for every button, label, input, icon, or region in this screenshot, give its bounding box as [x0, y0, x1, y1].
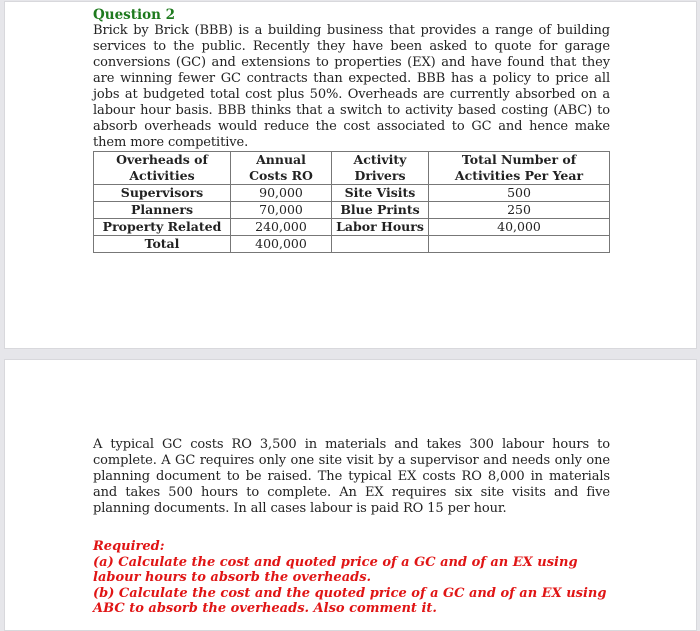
cell: Property Related	[94, 219, 231, 236]
question-details-content	[93, 437, 610, 617]
cell: 250	[429, 202, 610, 219]
table-row-total	[94, 236, 610, 253]
header-activity-drivers: Activity Drivers	[332, 152, 429, 185]
required-part-a: (a) Calculate the cost and quoted price of a GC and of an EX using labour hours to absorb the overheads.	[93, 554, 578, 585]
cell: 90,000	[231, 185, 332, 202]
table-header-row	[94, 152, 610, 185]
cell: 70,000	[231, 202, 332, 219]
required-part-b: (b) Calculate the cost and the quoted price of a GC and of an EX using ABC to absorb the overheads. Also comment it.	[93, 585, 607, 616]
question-card-top	[4, 1, 697, 349]
cell: Labor Hours	[332, 219, 429, 236]
header-overheads: Overheads of Activities	[94, 152, 231, 185]
question-details: A typical GC costs RO 3,500 in materials and takes 300 labour hours to complete. A GC requires only one site visit by a supervisor and needs only one planning document to be raised. The typical EX costs RO 8,000 in materials and takes 500 hours to complete. An EX requires six site visits and five planning documents. In all cases labour is paid RO 15 per hour.	[93, 437, 610, 516]
required-label: Required:	[93, 539, 165, 554]
header-total-activities: Total Number of Activities Per Year	[429, 152, 610, 185]
cell: Blue Prints	[332, 202, 429, 219]
cell: 400,000	[231, 236, 332, 253]
header-annual-costs: Annual Costs RO	[231, 152, 332, 185]
cell	[429, 236, 610, 253]
cell: Total	[94, 236, 231, 253]
table-row	[94, 185, 610, 202]
question-intro: Brick by Brick (BBB) is a building business that provides a range of building services to the public. Recently they have been asked to quote for garage conversions (GC) and extensions to properties (EX) and have found that they are winning fewer GC contracts than expected. BBB has a policy to price all jobs at budgeted total cost plus 50%. Overheads are currently absorbed on a labour hour basis. BBB thinks that a switch to activity based costing (ABC) to absorb overheads would reduce the cost associated to GC and hence make them more competitive.	[93, 23, 610, 150]
cell: 500	[429, 185, 610, 202]
question-card-bottom	[4, 359, 697, 631]
cell: Site Visits	[332, 185, 429, 202]
table-row	[94, 202, 610, 219]
cell: Planners	[94, 202, 231, 219]
question-title: Question 2	[93, 7, 176, 23]
cell: Supervisors	[94, 185, 231, 202]
cell: 240,000	[231, 219, 332, 236]
cell	[332, 236, 429, 253]
question-content	[93, 7, 610, 253]
overheads-table	[93, 151, 610, 253]
cell: 40,000	[429, 219, 610, 236]
table-row	[94, 219, 610, 236]
